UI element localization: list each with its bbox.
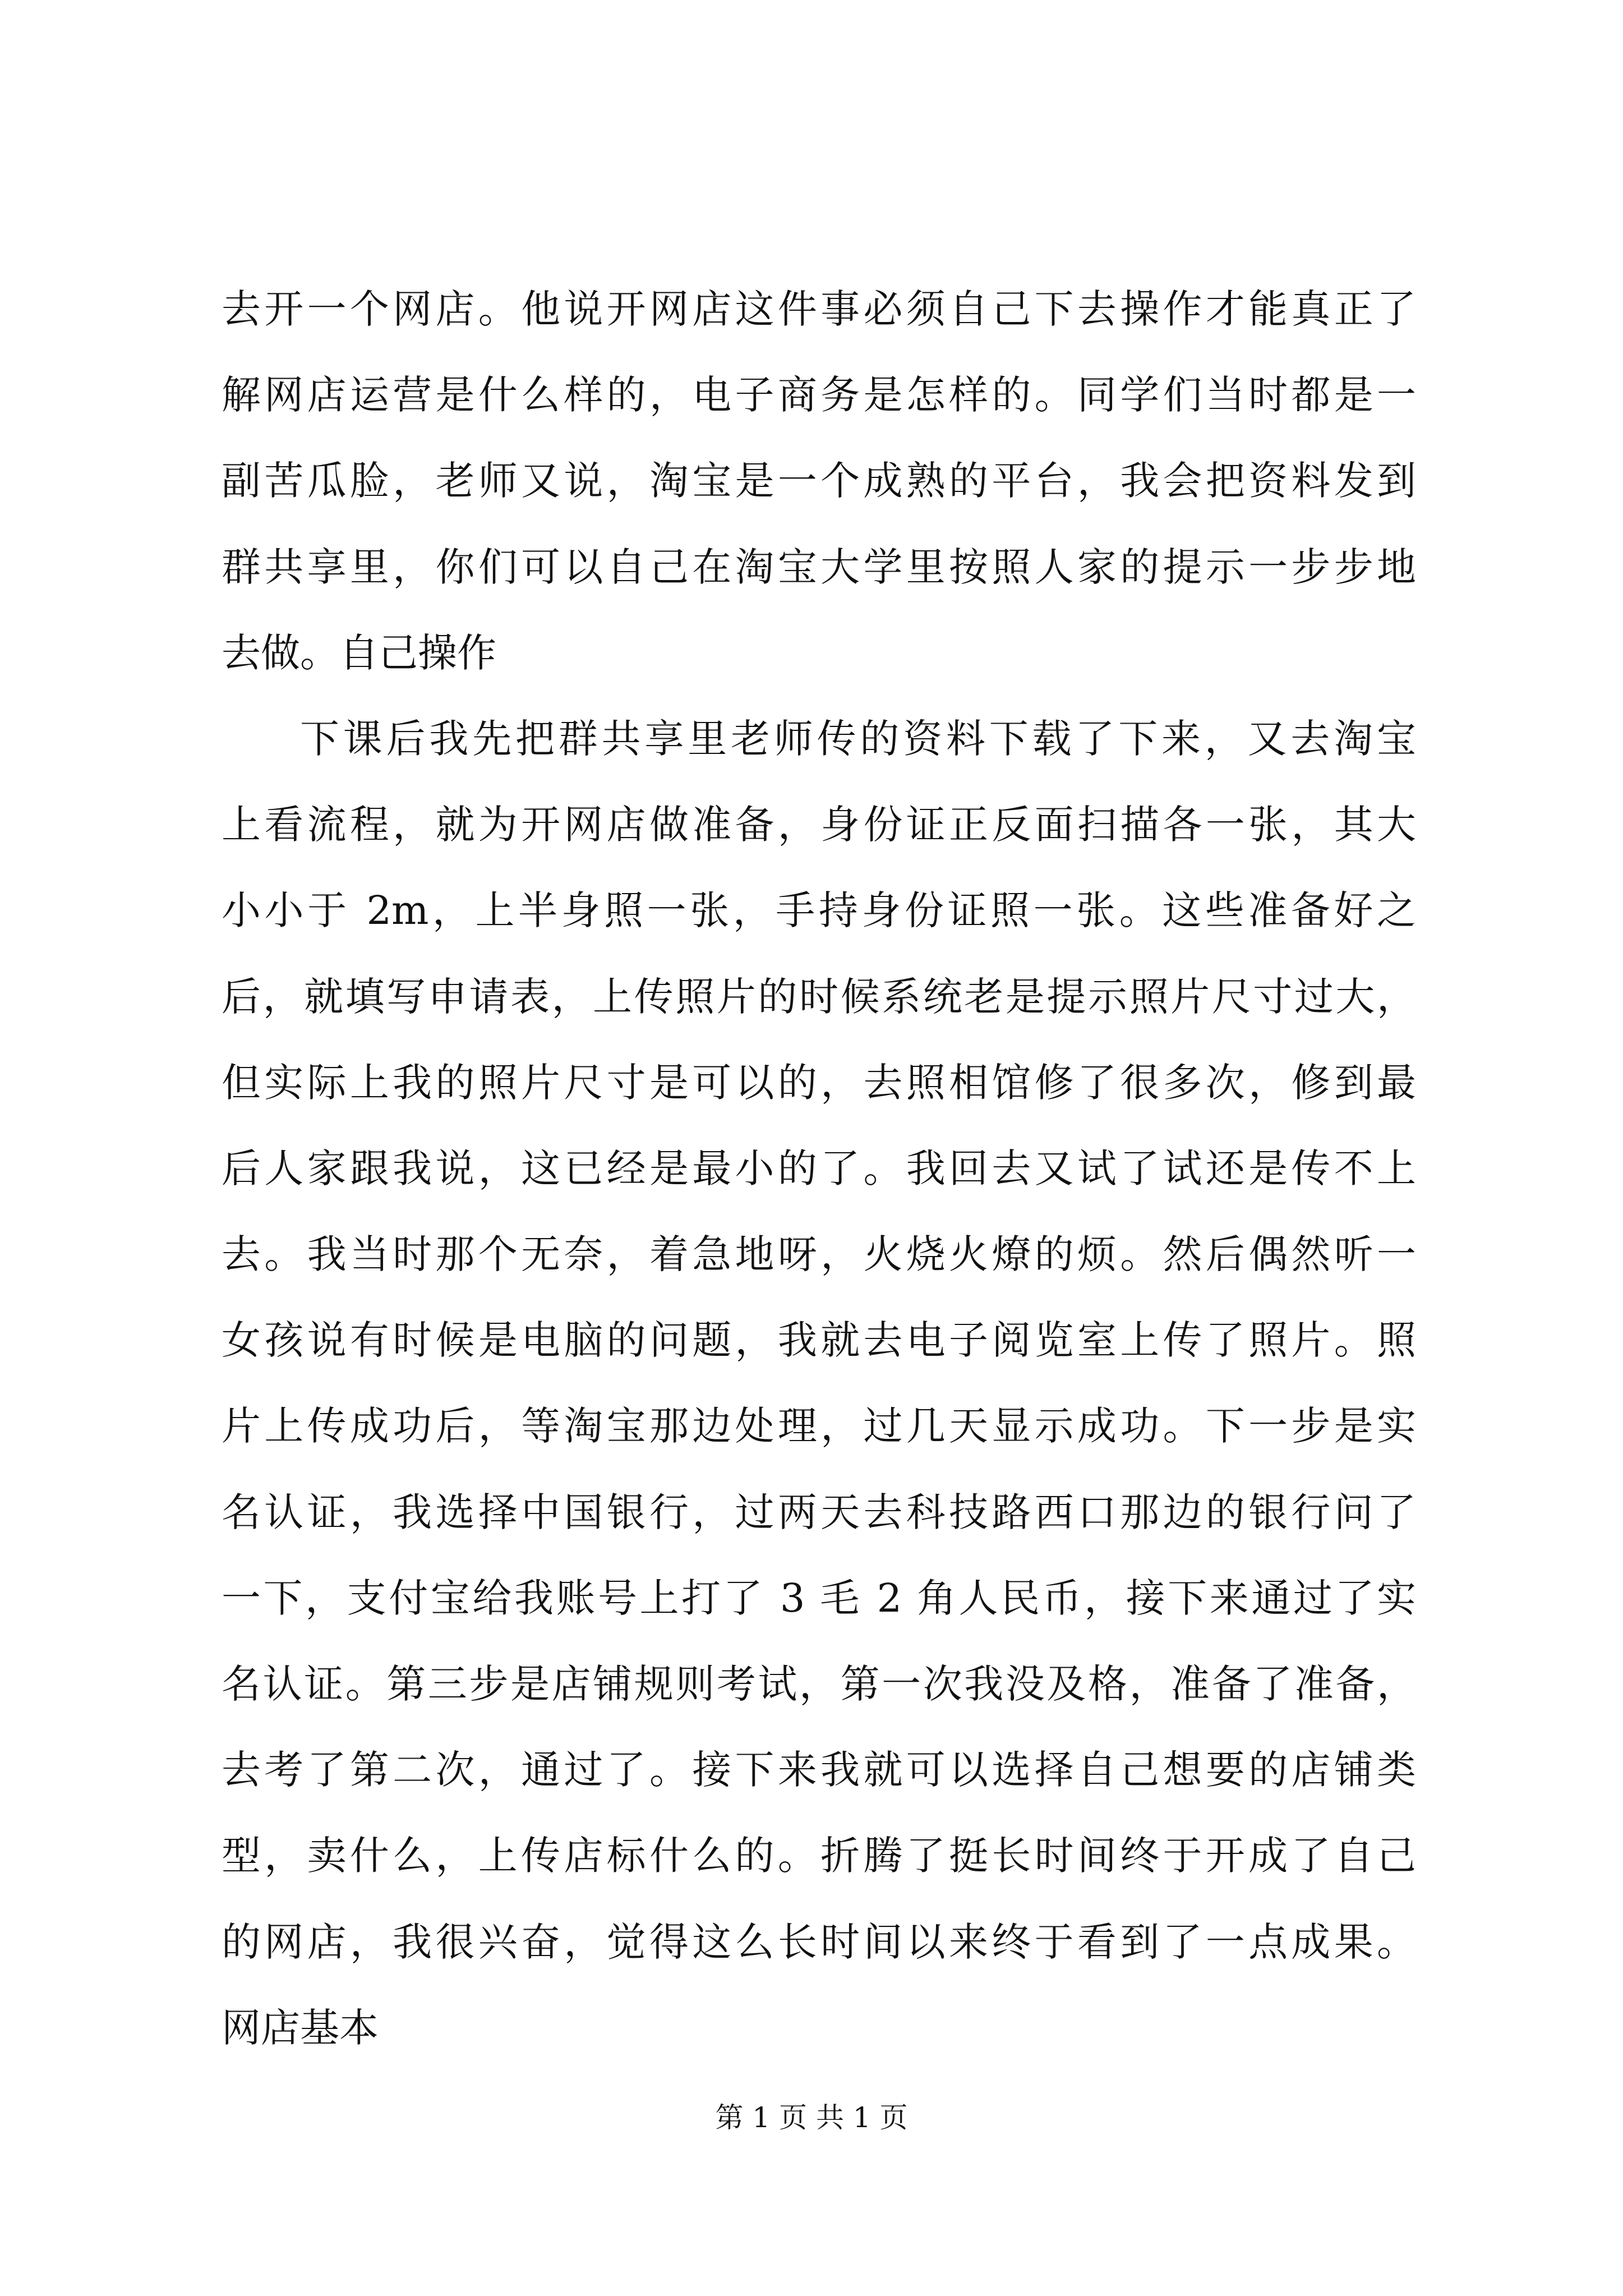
- text-line: 女孩说有时候是电脑的问题，我就去电子阅览室上传了照片。照: [222, 1317, 1416, 1364]
- text-line: 一下，支付宝给我账号上打了 3 毛 2 角人民币，接下来通过了实: [222, 1575, 1416, 1621]
- text-line: 名认证。第三步是店铺规则考试，第一次我没及格，准备了准备，: [222, 1661, 1416, 1707]
- text-line: 型，卖什么，上传店标什么的。折腾了挺长时间终于开成了自己: [222, 1833, 1416, 1879]
- text-line: 后，就填写申请表，上传照片的时候系统老是提示照片尺寸过大，: [222, 973, 1416, 1020]
- text-line: 去开一个网店。他说开网店这件事必须自己下去操作才能真正了: [222, 286, 1416, 332]
- text-line: 但实际上我的照片尺寸是可以的，去照相馆修了很多次，修到最: [222, 1059, 1416, 1106]
- text-line: 小小于 2m，上半身照一张，手持身份证照一张。这些准备好之: [222, 887, 1416, 934]
- text-line: 网店基本: [222, 2004, 379, 2051]
- text-line: 名认证，我选择中国银行，过两天去科技路西口那边的银行问了: [222, 1489, 1416, 1535]
- text-line: 群共享里，你们可以自己在淘宝大学里按照人家的提示一步步地: [222, 544, 1416, 590]
- page-footer: [0, 2098, 1623, 2137]
- paragraph-first-line: 下课后我先把群共享里老师传的资料下载了下来，又去淘宝: [300, 715, 1416, 762]
- page-indicator: 第 1 页 共 1 页: [715, 2101, 908, 2134]
- text-line: 片上传成功后，等淘宝那边处理，过几天显示成功。下一步是实: [222, 1403, 1416, 1450]
- body-text: [222, 266, 1416, 2071]
- text-line: 解网店运营是什么样的，电子商务是怎样的。同学们当时都是一: [222, 372, 1416, 418]
- text-line: 上看流程，就为开网店做准备，身份证正反面扫描各一张，其大: [222, 802, 1416, 848]
- text-line: 去考了第二次，通过了。接下来我就可以选择自己想要的店铺类: [222, 1747, 1416, 1793]
- text-line: 副苦瓜脸，老师又说，淘宝是一个成熟的平台，我会把资料发到: [222, 458, 1416, 504]
- text-line: 的网店，我很兴奋，觉得这么长时间以来终于看到了一点成果。: [222, 1918, 1416, 1965]
- text-line: 去。我当时那个无奈，着急地呀，火烧火燎的烦。然后偶然听一: [222, 1231, 1416, 1278]
- text-line: 去做。自己操作: [222, 629, 496, 676]
- text-line: 后人家跟我说，这已经是最小的了。我回去又试了试还是传不上: [222, 1145, 1416, 1191]
